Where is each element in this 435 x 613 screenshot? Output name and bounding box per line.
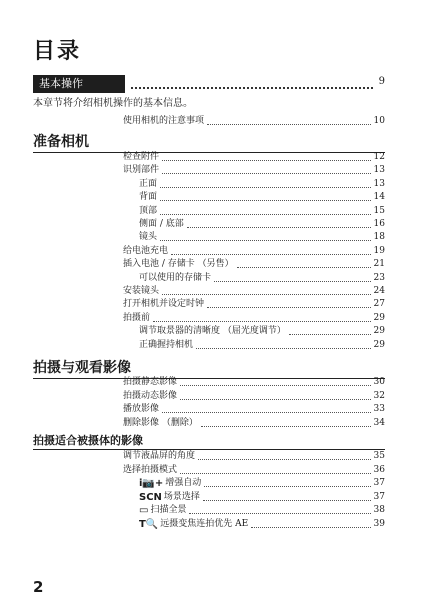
leader-dots <box>160 214 371 215</box>
toc-entry[interactable] <box>123 312 385 325</box>
toc-entry[interactable] <box>123 464 385 477</box>
toc-entry-label: 使用相机的注意事项 <box>123 116 205 126</box>
toc-entry-page: 23 <box>373 272 385 283</box>
toc-entry[interactable] <box>123 376 385 389</box>
toc-entry-label: 可以使用的存储卡 <box>139 272 212 283</box>
toc-entry-page: 13 <box>373 165 385 176</box>
leader-dots <box>153 321 371 322</box>
toc-entry-page: 14 <box>373 192 385 203</box>
toc-entry-label: 正面 <box>139 178 158 189</box>
basic-operations-page: 9 <box>378 76 385 87</box>
toc-entry[interactable] <box>139 339 385 352</box>
mode-icon: SCN <box>139 491 162 503</box>
mode-icon: ▭ <box>139 505 149 517</box>
toc-entry-label: 背面 <box>139 192 158 203</box>
toc-entry[interactable] <box>139 205 385 218</box>
toc-entry-label: 删除影像 （删除） <box>123 417 198 428</box>
leader-dots <box>160 240 371 241</box>
toc-entry-label: 检查附件 <box>123 152 160 162</box>
mode-icon: T🔍 <box>139 519 159 530</box>
toc-entry[interactable] <box>123 450 385 463</box>
leader-dots <box>237 267 371 268</box>
toc-entry[interactable] <box>139 191 385 204</box>
toc-entry-label: 打开相机并设定时钟 <box>123 299 205 310</box>
toc-entry[interactable] <box>123 403 385 416</box>
toc-entry[interactable] <box>139 518 385 531</box>
toc-entry-page: 37 <box>373 491 385 502</box>
toc-entry-page: 15 <box>373 205 385 216</box>
leader-dots <box>160 200 371 201</box>
leader-dots <box>131 71 373 89</box>
leader-dots <box>196 348 371 349</box>
basic-operations-description: 本章节将介绍相机操作的基本信息。 <box>33 98 193 109</box>
leader-dots <box>189 513 370 514</box>
mode-icon: i📷+ <box>139 478 164 490</box>
toc-entry-label: 远摄变焦连拍优先 AE <box>160 519 249 529</box>
section-heading: 准备相机 <box>33 131 385 153</box>
leader-dots <box>214 281 371 282</box>
leader-dots <box>180 473 371 474</box>
toc-entry-page: 21 <box>373 259 385 270</box>
toc-entry[interactable] <box>123 115 385 128</box>
leader-dots <box>198 459 371 460</box>
toc-entry-label: 插入电池 / 存储卡 （另售） <box>123 259 234 270</box>
page-number: 2 <box>33 578 44 596</box>
leader-dots <box>201 426 371 427</box>
toc-entry-page: 16 <box>373 219 385 229</box>
toc-entry-label: 扫描全景 <box>150 505 187 516</box>
toc-entry-label: 拍摄前 <box>123 312 151 323</box>
toc-entry-label: 场景选择 <box>163 491 200 502</box>
toc-entry-label: 侧面 / 底部 <box>139 219 184 229</box>
toc-entry[interactable] <box>123 151 385 164</box>
toc-entry-page: 32 <box>373 390 385 401</box>
toc-entry-label: 正确握持相机 <box>139 339 194 350</box>
basic-operations-row[interactable] <box>33 75 385 93</box>
leader-dots <box>162 160 371 161</box>
toc-entry-page: 39 <box>373 519 385 529</box>
toc-entry-label: 调节取景器的清晰度 （屈光度调节） <box>139 326 286 337</box>
leader-dots <box>187 227 371 228</box>
leader-dots <box>207 307 371 308</box>
toc-entry-label: 调节液晶屏的角度 <box>123 451 196 461</box>
toc-entry-page: 36 <box>373 464 385 475</box>
leader-dots <box>180 385 371 386</box>
toc-entry-page: 12 <box>373 152 385 162</box>
leader-dots <box>204 486 370 487</box>
leader-dots <box>171 254 371 255</box>
toc-entry-page: 13 <box>373 178 385 189</box>
toc-entry-label: 拍摄动态影像 <box>123 390 178 401</box>
toc-entry[interactable] <box>123 417 385 430</box>
toc-entry[interactable] <box>139 272 385 285</box>
toc-entry[interactable] <box>123 164 385 177</box>
toc-entry[interactable] <box>123 285 385 298</box>
toc-entry-page: 18 <box>373 232 385 243</box>
leader-dots <box>162 173 371 174</box>
toc-entry-page: 38 <box>373 505 385 516</box>
page-title: 目录 <box>33 39 82 64</box>
section-heading: 拍摄与观看影像 <box>33 357 385 379</box>
toc-entry-page: 33 <box>373 404 385 415</box>
toc-entry-page: 35 <box>373 451 385 461</box>
toc-entry-label: 镜头 <box>139 232 158 243</box>
toc-entry-page: 24 <box>373 286 385 296</box>
basic-operations-label: 基本操作 <box>33 75 125 93</box>
toc-entry-label: 拍摄静态影像 <box>123 377 178 387</box>
toc-entry[interactable] <box>123 245 385 258</box>
leader-dots <box>162 412 371 413</box>
toc-entry-label: 选择拍摄模式 <box>123 464 178 475</box>
toc-entry[interactable] <box>139 325 385 338</box>
leader-dots <box>289 334 371 335</box>
toc-entry[interactable] <box>123 390 385 403</box>
toc-entry[interactable] <box>139 477 385 490</box>
toc-entry-page: 34 <box>373 417 385 428</box>
leader-dots <box>203 500 371 501</box>
toc-entry-page: 37 <box>373 478 385 489</box>
toc-entry[interactable] <box>139 504 385 517</box>
toc-entry-page: 27 <box>373 299 385 310</box>
toc-entry-page: 29 <box>373 326 385 337</box>
toc-entry[interactable] <box>123 258 385 271</box>
toc-entry-page: 30 <box>373 377 385 387</box>
toc-entry[interactable] <box>139 178 385 191</box>
toc-entry[interactable] <box>139 231 385 244</box>
toc-entry-label: 增强自动 <box>165 478 202 489</box>
toc-entry-label: 播放影像 <box>123 404 160 415</box>
leader-dots <box>162 294 371 295</box>
toc-entry-label: 识别部件 <box>123 165 160 176</box>
toc-entry-label: 给电池充电 <box>123 245 169 256</box>
toc-entry-page: 10 <box>373 116 385 126</box>
leader-dots <box>207 124 371 125</box>
leader-dots <box>180 399 371 400</box>
toc-entry-label: 顶部 <box>139 205 158 216</box>
toc-entry-label: 安装镜头 <box>123 286 160 296</box>
leader-dots <box>251 527 370 528</box>
toc-entry-page: 19 <box>373 245 385 256</box>
toc-entry-page: 29 <box>373 312 385 323</box>
section-heading: 拍摄适合被摄体的影像 <box>33 432 385 450</box>
leader-dots <box>160 187 371 188</box>
toc-entry[interactable] <box>139 218 385 231</box>
toc-entry-page: 29 <box>373 339 385 350</box>
toc-entry[interactable] <box>123 298 385 311</box>
toc-entry[interactable] <box>139 491 385 504</box>
